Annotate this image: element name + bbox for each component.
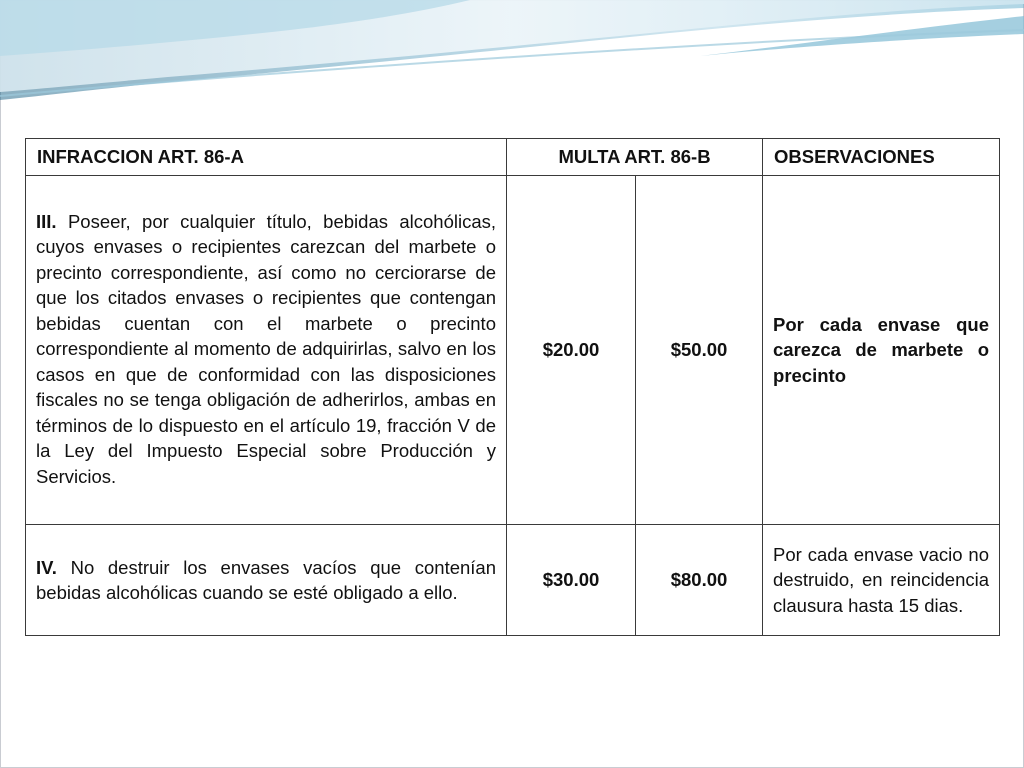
multa-max-cell: $50.00	[636, 176, 763, 525]
multa-min-cell: $30.00	[507, 525, 636, 636]
observacion-cell: Por cada envase vacio no destruido, en reincidencia clausura hasta 15 dias.	[763, 525, 1000, 636]
multa-min-cell: $20.00	[507, 176, 636, 525]
table-header-row	[26, 139, 1000, 176]
table-row	[26, 176, 1000, 525]
row-numeral: III.	[36, 210, 57, 232]
infraccion-cell	[26, 176, 507, 525]
header-swoosh-decoration	[0, 0, 1024, 110]
multa-max-cell: $80.00	[636, 525, 763, 636]
header-multa: MULTA ART. 86-B	[507, 139, 763, 176]
header-infraccion: INFRACCION ART. 86-A	[26, 139, 507, 176]
row-description: Poseer, por cualquier título, bebidas alcohólicas, cuyos envases o recipientes carezcan del marbete o precinto correspondiente, así como no cerciorarse de que los citados envases o recipientes que contengan bebidas cuentan con el marbete o precinto correspondiente al momento de adquirirlas, salvo en los casos en que de conformidad con las disposiciones fiscales no se tenga obligación de adherirlos, ambas en términos de lo dispuesto en el artículo 19, fracción V de la Ley del Impuesto Especial sobre Producción y Servicios.	[36, 210, 497, 487]
infractions-table	[25, 138, 1000, 636]
table-row	[26, 525, 1000, 636]
row-description: No destruir los envases vacíos que contenían bebidas alcohólicas cuando se esté obligado a ello.	[36, 556, 496, 603]
header-observaciones: OBSERVACIONES	[763, 139, 1000, 176]
infraccion-cell	[26, 525, 507, 636]
observacion-cell: Por cada envase que carezca de marbete o precinto	[763, 176, 1000, 525]
row-numeral: IV.	[36, 556, 57, 578]
